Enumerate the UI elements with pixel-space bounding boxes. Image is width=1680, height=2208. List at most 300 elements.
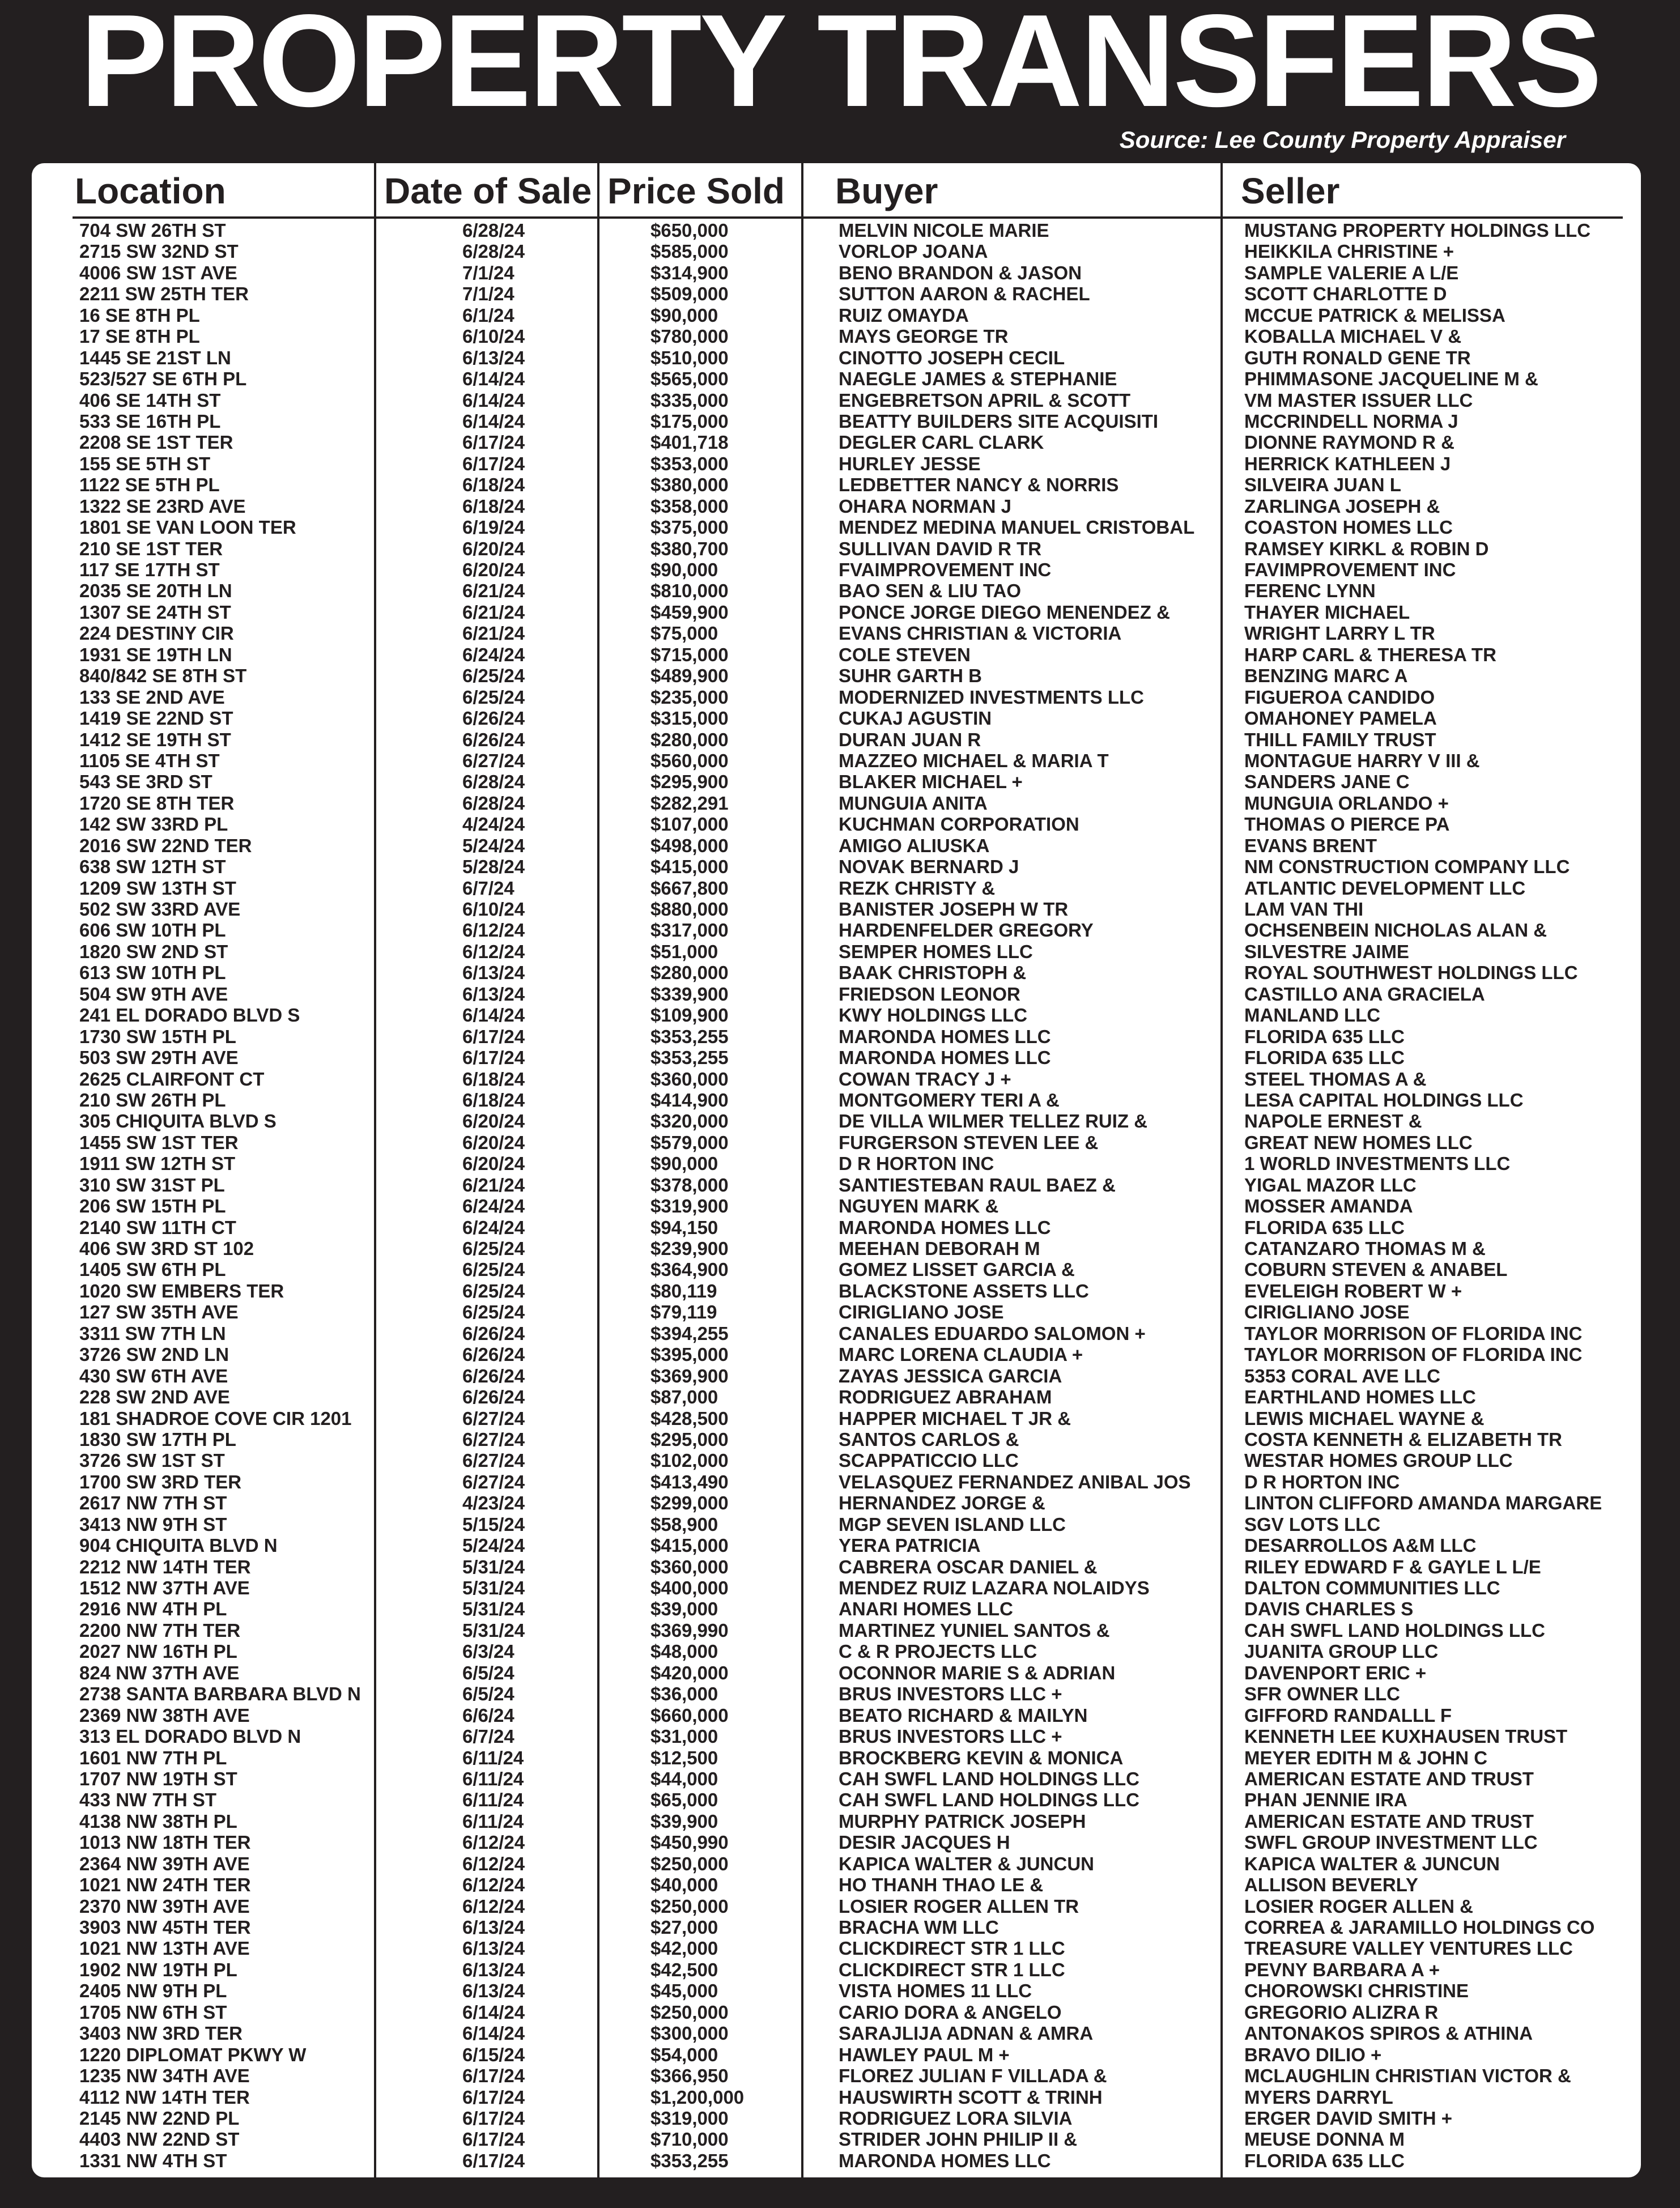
location-cell: 1307 SE 24TH ST xyxy=(79,601,231,623)
price-cell: $360,000 xyxy=(650,1556,729,1577)
seller-cell: COBURN STEVEN & ANABEL xyxy=(1244,1259,1508,1280)
location-cell: 1820 SW 2ND ST xyxy=(79,941,228,962)
seller-cell: NAPOLE ERNEST & xyxy=(1244,1111,1422,1132)
price-cell: $353,255 xyxy=(650,2150,729,2171)
buyer-cell: LEDBETTER NANCY & NORRIS xyxy=(839,474,1119,496)
buyer-cell: DESIR JACQUES H xyxy=(839,1832,1010,1853)
price-cell: $358,000 xyxy=(650,495,729,517)
price-cell: $109,900 xyxy=(650,1005,729,1026)
page-title: PROPERTY TRANSFERS xyxy=(80,0,1600,134)
seller-cell: SGV LOTS LLC xyxy=(1244,1513,1381,1535)
price-cell: $339,900 xyxy=(650,983,729,1005)
price-cell: $12,500 xyxy=(650,1747,718,1768)
seller-cell: DESARROLLOS A&M LLC xyxy=(1244,1535,1477,1556)
location-cell: 613 SW 10TH PL xyxy=(79,962,226,984)
seller-cell: EVANS BRENT xyxy=(1244,835,1377,856)
buyer-cell: FURGERSON STEVEN LEE & xyxy=(839,1131,1099,1153)
table-row xyxy=(32,432,1641,453)
price-cell: $395,000 xyxy=(650,1344,729,1365)
seller-cell: RAMSEY KIRKL & ROBIN D xyxy=(1244,538,1489,559)
location-cell: 3403 NW 3RD TER xyxy=(79,2023,243,2044)
table-row xyxy=(32,580,1641,601)
location-cell: 3903 NW 45TH TER xyxy=(79,1917,251,1938)
buyer-cell: BAO SEN & LIU TAO xyxy=(839,580,1022,602)
buyer-cell: ANARI HOMES LLC xyxy=(839,1598,1013,1620)
price-cell: $489,900 xyxy=(650,665,729,687)
location-cell: 4403 NW 22ND ST xyxy=(79,2129,240,2150)
buyer-cell: NOVAK BERNARD J xyxy=(839,856,1019,878)
column-header-location: Location xyxy=(75,171,226,211)
location-cell: 1021 NW 13TH AVE xyxy=(79,1938,250,1959)
buyer-cell: REZK CHRISTY & xyxy=(839,877,996,899)
price-cell: $45,000 xyxy=(650,1980,718,2002)
price-cell: $175,000 xyxy=(650,410,729,432)
date-cell: 6/13/24 xyxy=(462,1980,525,2002)
buyer-cell: MARONDA HOMES LLC xyxy=(839,1026,1051,1047)
price-cell: $565,000 xyxy=(650,368,729,390)
location-cell: 1707 NW 19TH ST xyxy=(79,1768,237,1789)
date-cell: 6/28/24 xyxy=(462,241,525,262)
table-row xyxy=(32,1874,1641,1895)
table-row xyxy=(32,941,1641,962)
location-cell: 1235 NW 34TH AVE xyxy=(79,2065,250,2087)
buyer-cell: SEMPER HOMES LLC xyxy=(839,941,1033,962)
date-cell: 6/25/24 xyxy=(462,665,525,687)
buyer-cell: HARDENFELDER GREGORY xyxy=(839,920,1094,941)
price-cell: $295,000 xyxy=(650,1428,729,1450)
seller-cell: LESA CAPITAL HOLDINGS LLC xyxy=(1244,1089,1524,1111)
seller-cell: THILL FAMILY TRUST xyxy=(1244,729,1436,750)
seller-cell: SWFL GROUP INVESTMENT LLC xyxy=(1244,1832,1538,1853)
buyer-cell: DURAN JUAN R xyxy=(839,729,981,750)
column-header-date: Date of Sale xyxy=(384,171,592,211)
price-cell: $280,000 xyxy=(650,729,729,750)
date-cell: 6/18/24 xyxy=(462,495,525,517)
date-cell: 6/12/24 xyxy=(462,1832,525,1853)
table-row xyxy=(32,793,1641,814)
table-row xyxy=(32,305,1641,326)
date-cell: 6/14/24 xyxy=(462,2001,525,2023)
location-cell: 824 NW 37TH AVE xyxy=(79,1662,240,1683)
location-cell: 533 SE 16TH PL xyxy=(79,410,221,432)
date-cell: 6/25/24 xyxy=(462,1280,525,1301)
table-body xyxy=(32,220,1641,2171)
date-cell: 6/14/24 xyxy=(462,389,525,411)
buyer-cell: CAH SWFL LAND HOLDINGS LLC xyxy=(839,1768,1140,1789)
date-cell: 6/25/24 xyxy=(462,686,525,708)
price-cell: $360,000 xyxy=(650,1068,729,1090)
buyer-cell: RUIZ OMAYDA xyxy=(839,304,969,326)
location-cell: 2617 NW 7TH ST xyxy=(79,1492,227,1514)
buyer-cell: NAEGLE JAMES & STEPHANIE xyxy=(839,368,1117,390)
table-row xyxy=(32,1832,1641,1853)
location-cell: 142 SW 33RD PL xyxy=(79,814,228,835)
price-cell: $509,000 xyxy=(650,283,729,305)
price-cell: $510,000 xyxy=(650,347,729,368)
date-cell: 6/21/24 xyxy=(462,623,525,644)
date-cell: 6/26/24 xyxy=(462,708,525,729)
source-credit: Source: Lee County Property Appraiser xyxy=(1119,126,1566,153)
table-row xyxy=(32,453,1641,474)
location-cell: 1209 SW 13TH ST xyxy=(79,877,236,899)
buyer-cell: HURLEY JESSE xyxy=(839,453,981,474)
location-cell: 606 SW 10TH PL xyxy=(79,920,226,941)
table-row xyxy=(32,1175,1641,1196)
table-row xyxy=(32,1132,1641,1153)
seller-cell: WRIGHT LARRY L TR xyxy=(1244,623,1435,644)
seller-cell: FAVIMPROVEMENT INC xyxy=(1244,559,1456,580)
date-cell: 6/17/24 xyxy=(462,2150,525,2171)
table-row xyxy=(32,2129,1641,2150)
location-cell: 1220 DIPLOMAT PKWY W xyxy=(79,2044,307,2065)
buyer-cell: MENDEZ MEDINA MANUEL CRISTOBAL xyxy=(839,517,1195,538)
table-row xyxy=(32,1811,1641,1832)
table-row xyxy=(32,496,1641,517)
price-cell: $401,718 xyxy=(650,432,729,453)
location-cell: 1512 NW 37TH AVE xyxy=(79,1577,250,1598)
location-cell: 638 SW 12TH ST xyxy=(79,856,226,878)
table-row xyxy=(32,644,1641,665)
seller-cell: TREASURE VALLEY VENTURES LLC xyxy=(1244,1938,1573,1959)
price-cell: $353,000 xyxy=(650,453,729,474)
location-cell: 2200 NW 7TH TER xyxy=(79,1619,241,1641)
seller-cell: DIONNE RAYMOND R & xyxy=(1244,432,1454,453)
table-row xyxy=(32,1344,1641,1365)
buyer-cell: OHARA NORMAN J xyxy=(839,495,1011,517)
table-row xyxy=(32,1259,1641,1280)
location-cell: 2364 NW 39TH AVE xyxy=(79,1853,250,1874)
table-row xyxy=(32,1005,1641,1026)
price-cell: $428,500 xyxy=(650,1407,729,1429)
seller-cell: MOSSER AMANDA xyxy=(1244,1196,1413,1217)
price-cell: $300,000 xyxy=(650,2023,729,2044)
location-cell: 4112 NW 14TH TER xyxy=(79,2086,250,2108)
seller-cell: DAVIS CHARLES S xyxy=(1244,1598,1414,1620)
buyer-cell: PONCE JORGE DIEGO MENENDEZ & xyxy=(839,601,1170,623)
date-cell: 4/23/24 xyxy=(462,1492,525,1514)
price-cell: $90,000 xyxy=(650,304,718,326)
seller-cell: MCCRINDELL NORMA J xyxy=(1244,410,1458,432)
date-cell: 6/14/24 xyxy=(462,410,525,432)
transfers-table xyxy=(32,163,1641,2177)
location-cell: 3311 SW 7TH LN xyxy=(79,1322,226,1344)
buyer-cell: LOSIER ROGER ALLEN TR xyxy=(839,1895,1079,1917)
seller-cell: NM CONSTRUCTION COMPANY LLC xyxy=(1244,856,1570,878)
location-cell: 2916 NW 4TH PL xyxy=(79,1598,227,1620)
seller-cell: KAPICA WALTER & JUNCUN xyxy=(1244,1853,1500,1874)
price-cell: $39,900 xyxy=(650,1810,718,1832)
date-cell: 5/24/24 xyxy=(462,835,525,856)
table-row xyxy=(32,1323,1641,1344)
buyer-cell: D R HORTON INC xyxy=(839,1153,994,1175)
table-row xyxy=(32,1217,1641,1238)
seller-cell: FIGUEROA CANDIDO xyxy=(1244,686,1435,708)
date-cell: 6/21/24 xyxy=(462,601,525,623)
date-cell: 5/15/24 xyxy=(462,1513,525,1535)
date-cell: 6/13/24 xyxy=(462,1938,525,1959)
date-cell: 6/7/24 xyxy=(462,1726,514,1747)
buyer-cell: MARC LORENA CLAUDIA + xyxy=(839,1344,1083,1365)
seller-cell: SILVEIRA JUAN L xyxy=(1244,474,1401,496)
price-cell: $498,000 xyxy=(650,835,729,856)
table-row xyxy=(32,835,1641,856)
price-cell: $415,000 xyxy=(650,1535,729,1556)
table-row xyxy=(32,1280,1641,1301)
seller-cell: SANDERS JANE C xyxy=(1244,771,1410,793)
location-cell: 704 SW 26TH ST xyxy=(79,220,226,241)
table-row xyxy=(32,1853,1641,1874)
seller-cell: MANLAND LLC xyxy=(1244,1005,1381,1026)
date-cell: 6/24/24 xyxy=(462,1196,525,1217)
buyer-cell: BANISTER JOSEPH W TR xyxy=(839,899,1069,920)
buyer-cell: VORLOP JOANA xyxy=(839,241,988,262)
buyer-cell: MONTGOMERY TERI A & xyxy=(839,1089,1060,1111)
buyer-cell: MARONDA HOMES LLC xyxy=(839,2150,1051,2171)
buyer-cell: CARIO DORA & ANGELO xyxy=(839,2001,1062,2023)
buyer-cell: HAPPER MICHAEL T JR & xyxy=(839,1407,1071,1429)
seller-cell: ERGER DAVID SMITH + xyxy=(1244,2107,1453,2129)
date-cell: 6/27/24 xyxy=(462,1450,525,1471)
location-cell: 155 SE 5TH ST xyxy=(79,453,211,474)
location-cell: 406 SE 14TH ST xyxy=(79,389,221,411)
price-cell: $90,000 xyxy=(650,559,718,580)
table-row xyxy=(32,1408,1641,1429)
seller-cell: HARP CARL & THERESA TR xyxy=(1244,644,1496,665)
date-cell: 6/10/24 xyxy=(462,899,525,920)
date-cell: 6/3/24 xyxy=(462,1641,514,1662)
buyer-cell: YERA PATRICIA xyxy=(839,1535,981,1556)
buyer-cell: KUCHMAN CORPORATION xyxy=(839,814,1079,835)
buyer-cell: MGP SEVEN ISLAND LLC xyxy=(839,1513,1066,1535)
price-cell: $715,000 xyxy=(650,644,729,665)
table-row xyxy=(32,538,1641,559)
table-row xyxy=(32,1196,1641,1216)
price-cell: $317,000 xyxy=(650,920,729,941)
date-cell: 6/15/24 xyxy=(462,2044,525,2065)
location-cell: 1331 NW 4TH ST xyxy=(79,2150,227,2171)
price-cell: $450,990 xyxy=(650,1832,729,1853)
seller-cell: EARTHLAND HOMES LLC xyxy=(1244,1386,1476,1408)
seller-cell: VM MASTER ISSUER LLC xyxy=(1244,389,1473,411)
seller-cell: CIRIGLIANO JOSE xyxy=(1244,1301,1410,1323)
seller-cell: MEUSE DONNA M xyxy=(1244,2129,1405,2150)
table-row xyxy=(32,1450,1641,1471)
date-cell: 6/12/24 xyxy=(462,1874,525,1896)
price-cell: $400,000 xyxy=(650,1577,729,1598)
price-cell: $51,000 xyxy=(650,941,718,962)
location-cell: 16 SE 8TH PL xyxy=(79,304,200,326)
date-cell: 6/17/24 xyxy=(462,453,525,474)
price-cell: $780,000 xyxy=(650,326,729,347)
buyer-cell: COWAN TRACY J + xyxy=(839,1068,1011,1090)
location-cell: 1021 NW 24TH TER xyxy=(79,1874,251,1896)
table-row xyxy=(32,1938,1641,1959)
table-row xyxy=(32,1047,1641,1068)
date-cell: 6/27/24 xyxy=(462,1471,525,1492)
price-cell: $94,150 xyxy=(650,1216,718,1238)
price-cell: $250,000 xyxy=(650,1853,729,1874)
seller-cell: LINTON CLIFFORD AMANDA MARGARE xyxy=(1244,1492,1602,1514)
location-cell: 2145 NW 22ND PL xyxy=(79,2107,240,2129)
date-cell: 6/19/24 xyxy=(462,517,525,538)
date-cell: 6/18/24 xyxy=(462,1068,525,1090)
price-cell: $235,000 xyxy=(650,686,729,708)
location-cell: 305 CHIQUITA BLVD S xyxy=(79,1111,277,1132)
location-cell: 3413 NW 9TH ST xyxy=(79,1513,227,1535)
column-header-seller: Seller xyxy=(1241,171,1340,211)
price-cell: $319,900 xyxy=(650,1196,729,1217)
table-row xyxy=(32,729,1641,750)
date-cell: 5/31/24 xyxy=(462,1577,525,1598)
date-cell: 6/20/24 xyxy=(462,538,525,559)
date-cell: 6/12/24 xyxy=(462,1853,525,1874)
seller-cell: BENZING MARC A xyxy=(1244,665,1408,687)
location-cell: 1931 SE 19TH LN xyxy=(79,644,232,665)
date-cell: 6/25/24 xyxy=(462,1301,525,1323)
date-cell: 5/31/24 xyxy=(462,1619,525,1641)
table-row xyxy=(32,708,1641,729)
price-cell: $36,000 xyxy=(650,1683,718,1705)
location-cell: 2027 NW 16TH PL xyxy=(79,1641,237,1662)
buyer-cell: MARONDA HOMES LLC xyxy=(839,1047,1051,1069)
date-cell: 6/21/24 xyxy=(462,1174,525,1196)
location-cell: 241 EL DORADO BLVD S xyxy=(79,1005,300,1026)
table-row xyxy=(32,602,1641,623)
seller-cell: ZARLINGA JOSEPH & xyxy=(1244,495,1440,517)
seller-cell: LAM VAN THI xyxy=(1244,899,1364,920)
date-cell: 5/31/24 xyxy=(462,1598,525,1620)
table-row xyxy=(32,962,1641,983)
seller-cell: ANTONAKOS SPIROS & ATHINA xyxy=(1244,2023,1533,2044)
buyer-cell: CABRERA OSCAR DANIEL & xyxy=(839,1556,1098,1577)
buyer-cell: BEATO RICHARD & MAILYN xyxy=(839,1704,1088,1726)
price-cell: $667,800 xyxy=(650,877,729,899)
location-cell: 210 SW 26TH PL xyxy=(79,1089,226,1111)
date-cell: 7/1/24 xyxy=(462,262,514,283)
buyer-cell: KAPICA WALTER & JUNCUN xyxy=(839,1853,1094,1874)
seller-cell: GUTH RONALD GENE TR xyxy=(1244,347,1471,368)
price-cell: $579,000 xyxy=(650,1131,729,1153)
buyer-cell: FVAIMPROVEMENT INC xyxy=(839,559,1052,580)
location-cell: 1720 SE 8TH TER xyxy=(79,792,235,814)
location-cell: 310 SW 31ST PL xyxy=(79,1174,225,1196)
seller-cell: MCLAUGHLIN CHRISTIAN VICTOR & xyxy=(1244,2065,1571,2087)
table-row xyxy=(32,1598,1641,1619)
location-cell: 1700 SW 3RD TER xyxy=(79,1471,242,1492)
date-cell: 6/18/24 xyxy=(462,474,525,496)
table-row xyxy=(32,1768,1641,1789)
price-cell: $44,000 xyxy=(650,1768,718,1789)
table-row xyxy=(32,347,1641,368)
date-cell: 6/25/24 xyxy=(462,1259,525,1280)
price-cell: $102,000 xyxy=(650,1450,729,1471)
buyer-cell: MARTINEZ YUNIEL SANTOS & xyxy=(839,1619,1110,1641)
location-cell: 1405 SW 6TH PL xyxy=(79,1259,226,1280)
price-cell: $366,950 xyxy=(650,2065,729,2087)
table-row xyxy=(32,1069,1641,1090)
buyer-cell: HAUSWIRTH SCOTT & TRINH xyxy=(839,2086,1103,2108)
table-row xyxy=(32,2065,1641,2086)
price-cell: $710,000 xyxy=(650,2129,729,2150)
date-cell: 5/31/24 xyxy=(462,1556,525,1577)
date-cell: 6/20/24 xyxy=(462,1111,525,1132)
table-row xyxy=(32,1535,1641,1556)
table-row xyxy=(32,220,1641,241)
date-cell: 6/17/24 xyxy=(462,2129,525,2150)
location-cell: 181 SHADROE COVE CIR 1201 xyxy=(79,1407,352,1429)
table-row xyxy=(32,1683,1641,1704)
buyer-cell: BROCKBERG KEVIN & MONICA xyxy=(839,1747,1124,1768)
table-row xyxy=(32,1365,1641,1386)
price-cell: $42,500 xyxy=(650,1959,718,1980)
seller-cell: JUANITA GROUP LLC xyxy=(1244,1641,1439,1662)
seller-cell: TAYLOR MORRISON OF FLORIDA INC xyxy=(1244,1322,1583,1344)
buyer-cell: MURPHY PATRICK JOSEPH xyxy=(839,1810,1086,1832)
price-cell: $378,000 xyxy=(650,1174,729,1196)
table-row xyxy=(32,1111,1641,1131)
price-cell: $413,490 xyxy=(650,1471,729,1492)
location-cell: 133 SE 2ND AVE xyxy=(79,686,225,708)
buyer-cell: STRIDER JOHN PHILIP II & xyxy=(839,2129,1078,2150)
location-cell: 2211 SW 25TH TER xyxy=(79,283,249,305)
date-cell: 6/5/24 xyxy=(462,1683,514,1705)
location-cell: 1013 NW 18TH TER xyxy=(79,1832,251,1853)
date-cell: 6/28/24 xyxy=(462,792,525,814)
seller-cell: PHAN JENNIE IRA xyxy=(1244,1789,1407,1811)
seller-cell: LOSIER ROGER ALLEN & xyxy=(1244,1895,1473,1917)
table-row xyxy=(32,1026,1641,1047)
table-row xyxy=(32,2044,1641,2065)
date-cell: 6/11/24 xyxy=(462,1810,524,1832)
table-row xyxy=(32,1429,1641,1450)
table-row xyxy=(32,814,1641,835)
table-row xyxy=(32,559,1641,580)
buyer-cell: MAZZEO MICHAEL & MARIA T xyxy=(839,750,1109,771)
location-cell: 210 SE 1ST TER xyxy=(79,538,223,559)
location-cell: 503 SW 29TH AVE xyxy=(79,1047,239,1069)
seller-cell: GREAT NEW HOMES LLC xyxy=(1244,1131,1473,1153)
seller-cell: BRAVO DILIO + xyxy=(1244,2044,1382,2065)
buyer-cell: BRACHA WM LLC xyxy=(839,1917,999,1938)
table-row xyxy=(32,878,1641,899)
location-cell: 1730 SW 15TH PL xyxy=(79,1026,236,1047)
buyer-cell: NGUYEN MARK & xyxy=(839,1196,999,1217)
location-cell: 2405 NW 9TH PL xyxy=(79,1980,227,2002)
price-cell: $87,000 xyxy=(650,1386,718,1408)
price-cell: $48,000 xyxy=(650,1641,718,1662)
date-cell: 6/6/24 xyxy=(462,1704,514,1726)
location-cell: 406 SW 3RD ST 102 xyxy=(79,1238,254,1259)
date-cell: 6/18/24 xyxy=(462,1089,525,1111)
table-row xyxy=(32,984,1641,1005)
location-cell: 224 DESTINY CIR xyxy=(79,623,234,644)
table-row xyxy=(32,1090,1641,1111)
date-cell: 6/25/24 xyxy=(462,1238,525,1259)
date-cell: 6/21/24 xyxy=(462,580,525,602)
price-cell: $239,900 xyxy=(650,1238,729,1259)
price-cell: $420,000 xyxy=(650,1662,729,1683)
price-cell: $320,000 xyxy=(650,1111,729,1132)
seller-cell: OMAHONEY PAMELA xyxy=(1244,708,1437,729)
price-cell: $42,000 xyxy=(650,1938,718,1959)
buyer-cell: C & R PROJECTS LLC xyxy=(839,1641,1037,1662)
buyer-cell: BAAK CHRISTOPH & xyxy=(839,962,1027,984)
date-cell: 6/27/24 xyxy=(462,750,525,771)
date-cell: 6/11/24 xyxy=(462,1747,524,1768)
seller-cell: FLORIDA 635 LLC xyxy=(1244,1216,1405,1238)
buyer-cell: DE VILLA WILMER TELLEZ RUIZ & xyxy=(839,1111,1148,1132)
seller-cell: WESTAR HOMES GROUP LLC xyxy=(1244,1450,1513,1471)
